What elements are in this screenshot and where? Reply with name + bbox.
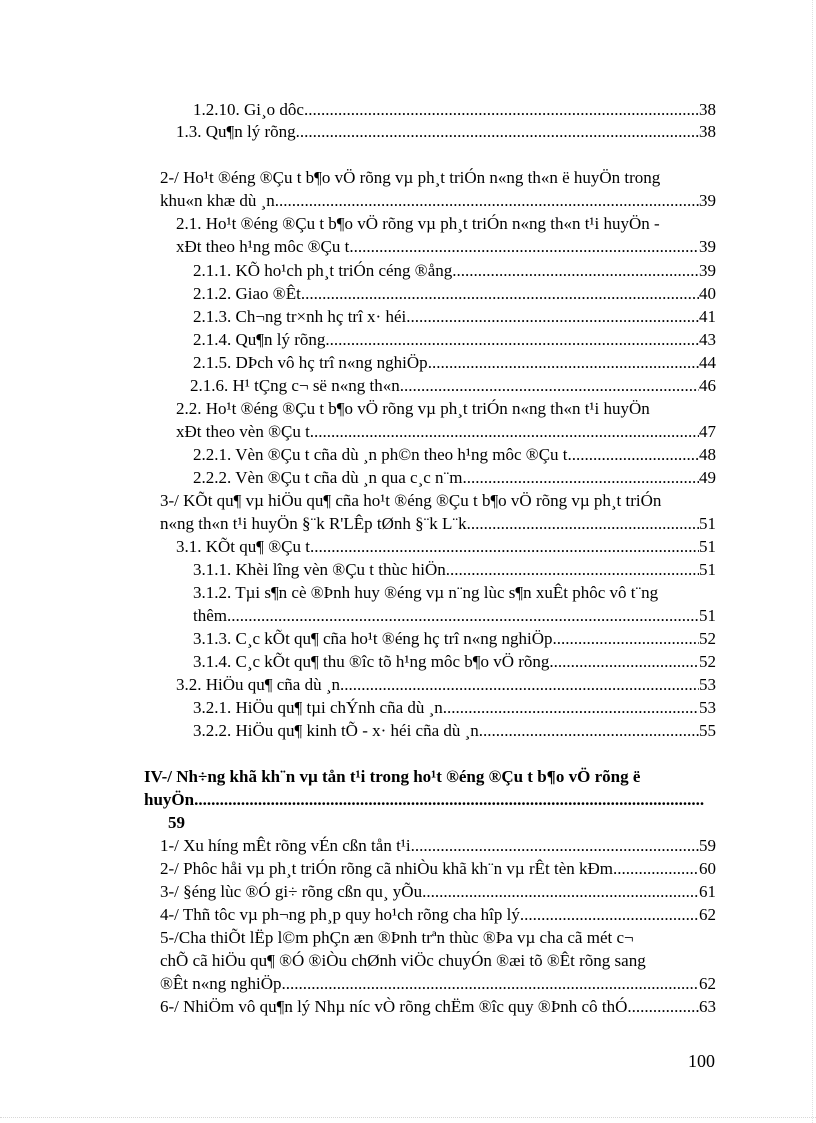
toc-entry-page: 51 (699, 606, 716, 625)
toc-entry-title: thêm.......... (193, 606, 270, 625)
toc-entry-line[interactable] (193, 583, 720, 603)
toc-entry-title: 3.2.1. HiÖu qu¶ tµi chÝnh cña dù ¸n (193, 698, 443, 717)
toc-entry-page: 55 (699, 721, 716, 740)
toc-entry-title: 3-/ KÕt qu¶ vµ hiÖu qu¶ cña ho¹t ®éng ®Çu t b¶o vÖ rõng vµ ph¸t triÓn (160, 491, 662, 510)
toc-leader (310, 422, 699, 442)
toc-leader (568, 445, 699, 465)
toc-entry-line[interactable] (160, 491, 720, 511)
toc-entry-page: 44 (699, 353, 716, 372)
toc-entry-page: 38 (699, 122, 716, 141)
toc-entry[interactable] (160, 514, 716, 534)
toc-entry-title: 2.2. Ho¹t ®éng ®Çu t b¶o vÖ rõng vµ ph¸t triÓn n«ng th«n t¹i huyÖn (176, 399, 650, 418)
toc-entry-title: 1.2.10. Gi¸o dôc (193, 100, 304, 119)
toc-entry[interactable] (176, 675, 716, 695)
toc-entry[interactable] (193, 560, 716, 580)
toc-entry-title: 2.1.2. Giao ®Êt (193, 284, 301, 303)
toc-entry[interactable] (176, 237, 716, 257)
toc-entry[interactable] (190, 376, 716, 396)
toc-entry-page: 41 (699, 307, 716, 326)
toc-entry-title: 3.1.4. C¸c kÕt qu¶ thu ®îc tõ h¹ng môc b¶o vÖ rõng (193, 652, 550, 671)
toc-leader (406, 307, 699, 327)
toc-entry-page: 40 (699, 284, 716, 303)
toc-entry-page: 49 (699, 468, 716, 487)
toc-entry-page: 51 (699, 514, 716, 533)
toc-entry[interactable] (160, 882, 716, 902)
toc-entry-title: 2.2.1. Vèn ®Çu t cña dù ¸n ph©n theo h¹ng môc ®Çu t (193, 445, 568, 464)
toc-entry[interactable] (176, 422, 716, 442)
toc-leader (275, 191, 699, 211)
toc-leader (349, 237, 699, 257)
toc-leader (270, 606, 700, 626)
toc-leader (617, 859, 699, 879)
toc-entry-title: xÐt theo vèn ®Çu t (176, 422, 310, 441)
toc-leader (301, 284, 699, 304)
toc-entry-title: 2-/ Phôc håi vµ ph¸t triÓn rõng cã nhiÒu khã kh¨n vµ rÊt tèn kÐm. (160, 859, 618, 878)
toc-leader (194, 790, 704, 810)
toc-entry-title: 3.1.1. Khèi lîng vèn ®Çu t thùc hiÖn. (193, 560, 451, 579)
footer-divider (0, 1117, 816, 1118)
toc-leader (411, 836, 699, 856)
toc-entry-title: 2.1.1. KÕ ho¹ch ph¸t triÓn céng ®ång (193, 261, 453, 280)
toc-entry-title: 6-/ NhiÖm vô qu¶n lý Nhµ níc vÒ rõng chËm ®îc quy ®Þnh cô thÓ (160, 997, 628, 1016)
toc-entry-title: 1.3. Qu¶n lý rõng (176, 122, 296, 141)
toc-entry-page: 60 (699, 859, 716, 878)
toc-leader (443, 698, 699, 718)
toc-entry-title: 4-/ Thñ tôc vµ ph¬ng ph¸p quy ho¹ch rõng cha hîp lý. (160, 905, 525, 924)
toc-entry-line[interactable] (176, 399, 720, 419)
toc-entry-title: ®Êt n«ng nghiÖp (160, 974, 282, 993)
toc-entry[interactable] (193, 698, 716, 718)
toc-leader (282, 974, 699, 994)
toc-entry[interactable] (160, 859, 716, 879)
toc-entry-page: 62 (699, 974, 716, 993)
toc-entry-page: 51 (699, 560, 716, 579)
toc-entry-page: 48 (699, 445, 716, 464)
toc-entry-title: 3.2. HiÖu qu¶ cña dù ¸n (176, 675, 340, 694)
toc-entry-title: 5-/Cha thiÕt lËp l©m phÇn æn ®Þnh trªn thùc ®Þa vµ cha cã mét c¬ (160, 928, 634, 947)
toc-entry-title: chÕ cã hiÖu qu¶ ®Ó ®iÒu chØnh viÖc chuyÓn ®æi tõ ®Êt rõng sang (160, 951, 646, 970)
toc-entry[interactable] (193, 606, 716, 626)
toc-entry[interactable] (160, 836, 716, 856)
toc-entry[interactable] (193, 307, 716, 327)
toc-entry[interactable] (160, 905, 716, 925)
toc-leader (400, 376, 699, 396)
toc-leader (422, 882, 699, 902)
toc-section-heading[interactable] (144, 790, 704, 810)
toc-section-page-number: 59 (168, 813, 185, 832)
page-number: 100 (688, 1051, 715, 1071)
toc-entry[interactable] (160, 974, 716, 994)
toc-entry-title: 3.1. KÕt qu¶ ®Çu t (176, 537, 310, 556)
toc-entry-title: n«ng th«n t¹i huyÖn §¨k R'LÊp tØnh §¨k L¨k (160, 514, 467, 533)
toc-entry-page: 39 (699, 237, 716, 256)
toc-entry[interactable] (193, 652, 716, 672)
toc-entry-title: 2.2.2. Vèn ®Çu t cña dù ¸n qua c¸c n¨m (193, 468, 463, 487)
toc-section-heading[interactable] (144, 767, 724, 787)
toc-entry-title: khu«n khæ dù ¸n (160, 191, 275, 210)
toc-entry-page: 62 (699, 905, 716, 924)
toc-leader (325, 330, 699, 350)
toc-entry-title: 2.1. Ho¹t ®éng ®Çu t b¶o vÖ rõng vµ ph¸t triÓn n«ng th«n t¹i huyÖn - (176, 214, 660, 233)
toc-entry-page: 53 (699, 675, 716, 694)
toc-entry-title: 2.1.6. H¹ tÇng c¬ së n«ng th«n (190, 376, 400, 395)
toc-entry-page: 39 (699, 261, 716, 280)
toc-leader (467, 514, 699, 534)
side-divider (812, 0, 813, 1123)
toc-entry-title: 2-/ Ho¹t ®éng ®Çu t b¶o vÖ rõng vµ ph¸t triÓn n«ng th«n ë huyÖn trong (160, 168, 661, 187)
toc-leader (549, 652, 699, 672)
toc-entry-title: 2.1.4. Qu¶n lý rõng (193, 330, 326, 349)
toc-entry[interactable] (193, 261, 716, 281)
toc-entry[interactable] (160, 997, 716, 1017)
toc-entry-page: 63 (699, 997, 716, 1016)
toc-entry-page: 38 (699, 100, 716, 119)
toc-leader (479, 721, 699, 741)
toc-entry-line[interactable] (160, 951, 720, 971)
toc-entry-page: 51 (699, 537, 716, 556)
toc-entry-title: 1-/ Xu híng mÊt rõng vÉn cßn tån t¹i (160, 836, 411, 855)
toc-entry-page: 52 (699, 629, 716, 648)
toc-leader (428, 353, 699, 373)
toc-entry-title: 3.2.2. HiÖu qu¶ kinh tÕ - x· héi cña dù ¸n (193, 721, 479, 740)
toc-leader (450, 560, 699, 580)
toc-entry-title: 2.1.5. DÞch vô hç trî n«ng nghiÖp (193, 353, 428, 372)
toc-leader (304, 100, 699, 120)
toc-entry-title: xÐt theo h¹ng môc ®Çu t (176, 237, 350, 256)
toc-entry[interactable] (193, 468, 716, 488)
toc-leader (452, 261, 699, 281)
toc-entry[interactable] (176, 122, 716, 142)
toc-leader (310, 537, 699, 557)
toc-entry[interactable] (193, 284, 716, 304)
toc-entry-title: 3.1.3. C¸c kÕt qu¶ cña ho¹t ®éng hç trî n«ng nghiÖp (193, 629, 553, 648)
toc-leader (524, 905, 699, 925)
toc-leader (340, 675, 699, 695)
toc-entry-title: 3-/ §éng lùc ®Ó gi÷ rõng cßn qu¸ yÕu (160, 882, 423, 901)
toc-leader (553, 629, 699, 649)
toc-entry[interactable] (193, 721, 716, 741)
toc-entry[interactable] (193, 445, 716, 465)
toc-entry-line[interactable] (176, 214, 720, 234)
toc-entry-page: 59 (699, 836, 716, 855)
toc-entry[interactable] (160, 191, 716, 211)
toc-entry[interactable] (176, 537, 716, 557)
toc-entry-page: 61 (699, 882, 716, 901)
toc-entry-page: 47 (699, 422, 716, 441)
toc-entry[interactable] (193, 629, 716, 649)
toc-leader (627, 997, 699, 1017)
toc-entry-page: 52 (699, 652, 716, 671)
toc-entry-page: 46 (699, 376, 716, 395)
toc-entry-page: 39 (699, 191, 716, 210)
toc-entry-line[interactable] (160, 168, 720, 188)
toc-leader (296, 122, 699, 142)
toc-entry[interactable] (193, 100, 716, 120)
toc-leader (462, 468, 699, 488)
toc-section-page (168, 813, 228, 833)
toc-entry-line[interactable] (160, 928, 720, 948)
toc-section-title: IV-/ Nh÷ng khã kh¨n vµ tån t¹i trong ho¹t ®éng ®Çu t b¶o vÖ rõng ë (144, 767, 641, 786)
toc-entry-page: 53 (699, 698, 716, 717)
toc-entry-title: 2.1.3. Ch¬ng tr×nh hç trî x· héi (193, 307, 407, 326)
toc-entry-title: 3.1.2. Tµi s¶n cè ®Þnh huy ®éng vµ n¨ng lùc s¶n xuÊt phôc vô t¨ng (193, 583, 659, 602)
toc-section-title: huyÖn (144, 790, 195, 809)
toc-entry[interactable] (193, 330, 716, 350)
toc-entry[interactable] (193, 353, 716, 373)
toc-entry-page: 43 (699, 330, 716, 349)
